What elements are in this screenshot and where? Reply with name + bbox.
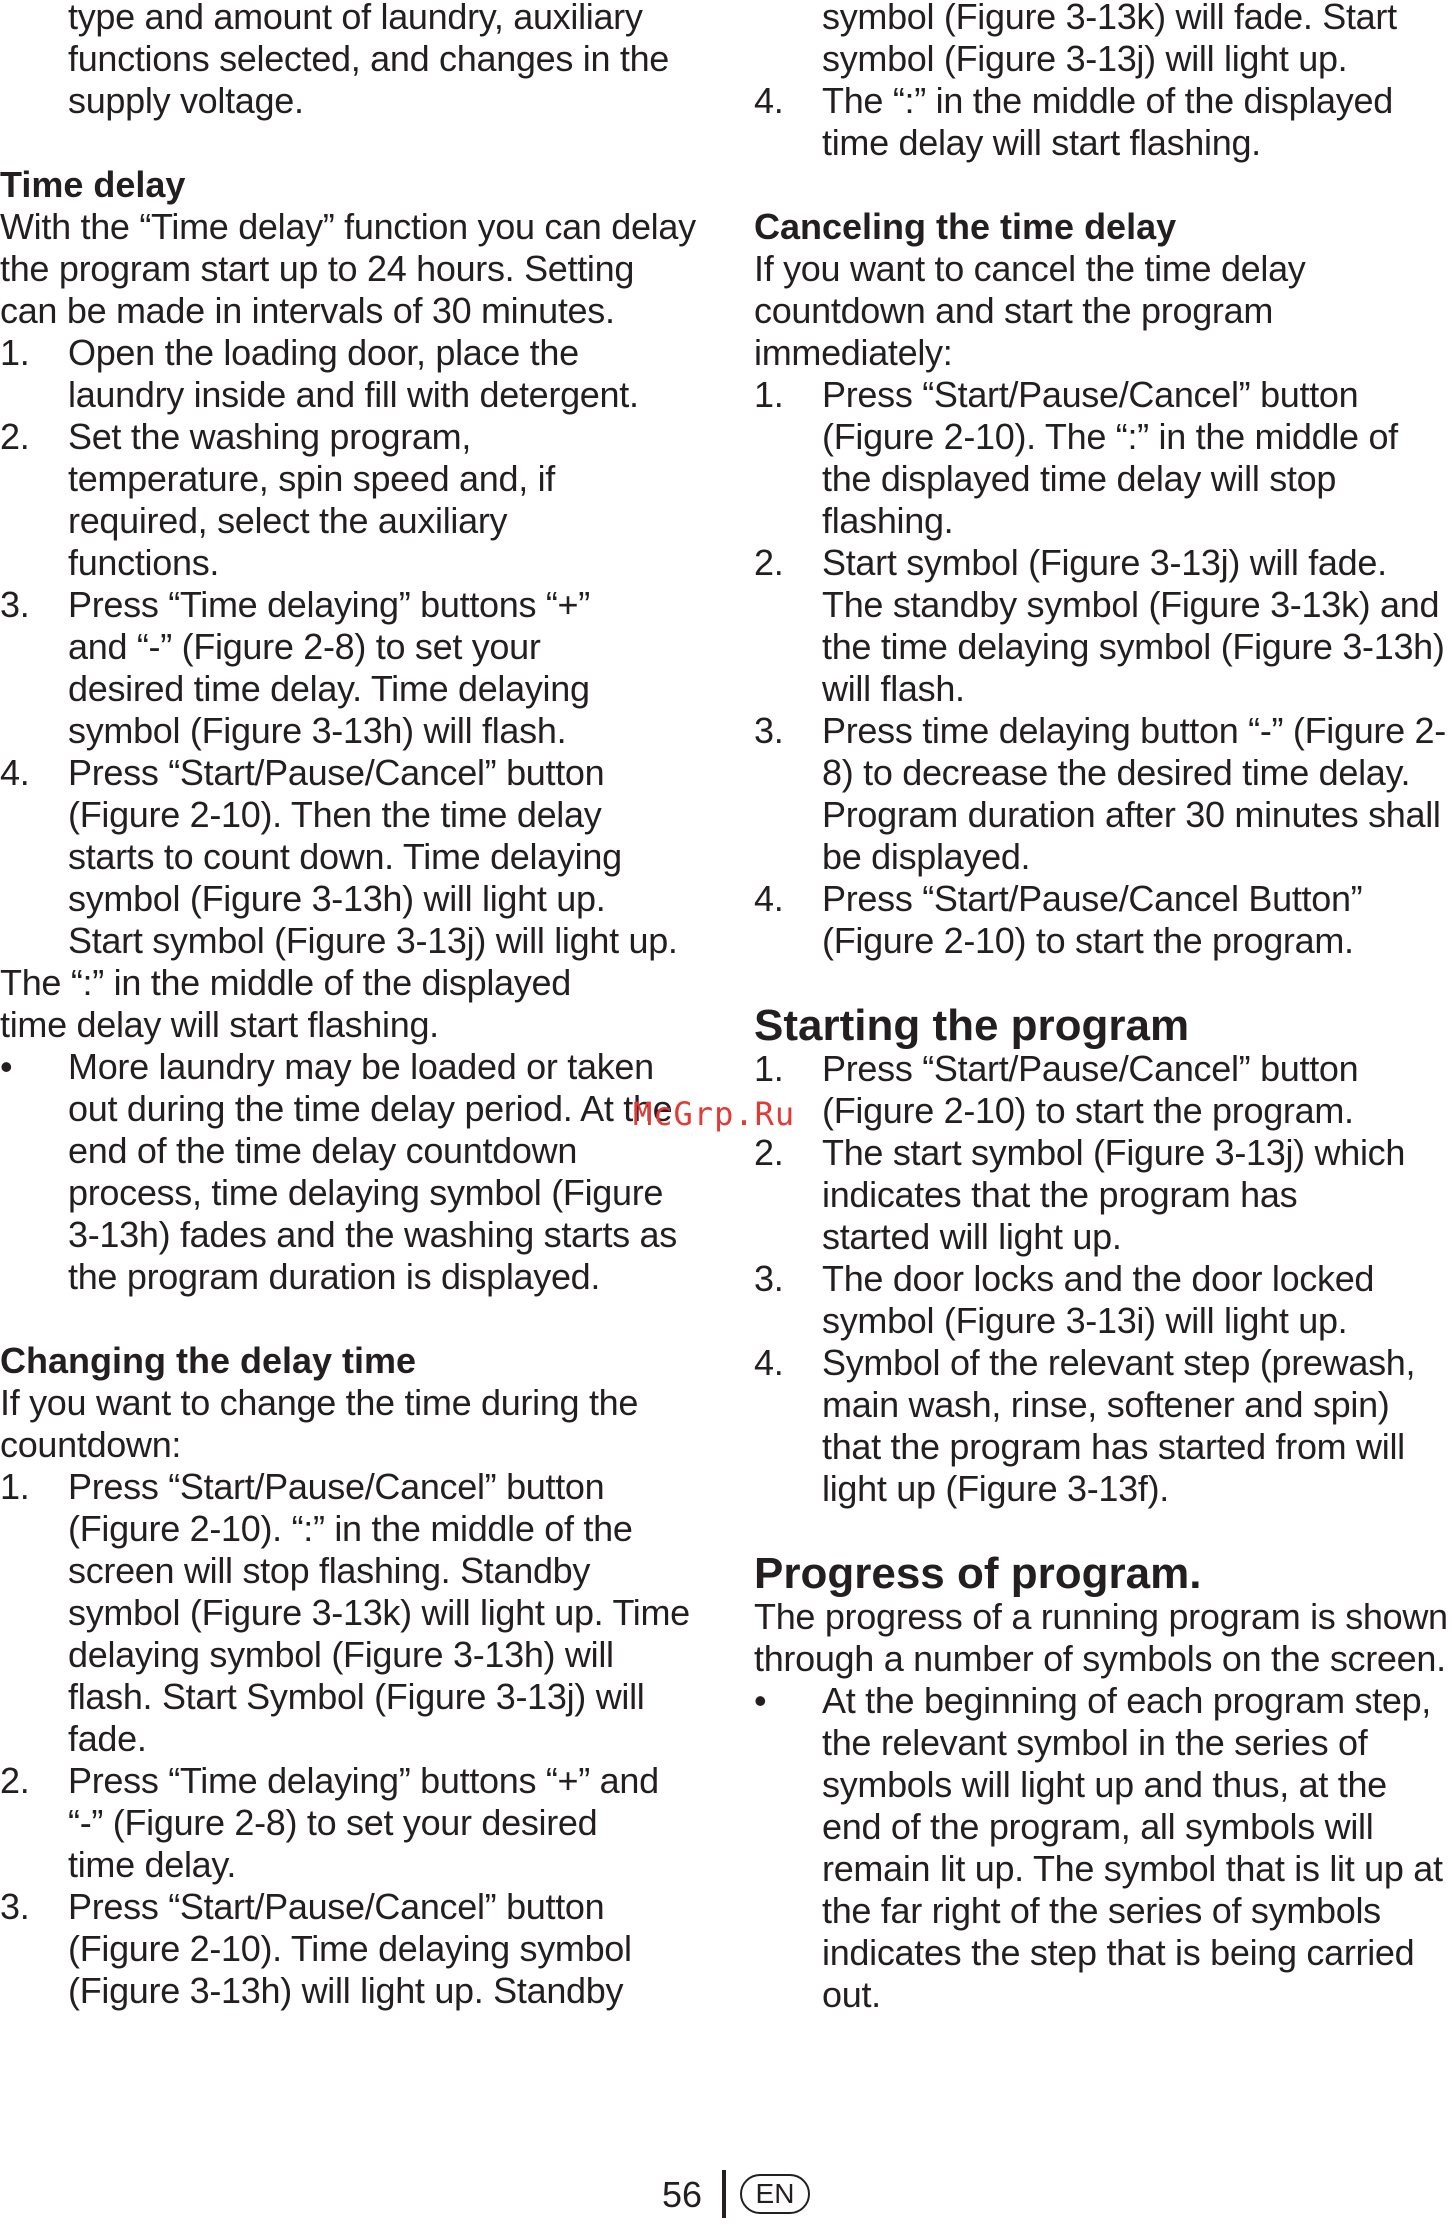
step-number: 2.	[0, 1760, 30, 1801]
step-text: Press time delaying button “-” (Figure 2-8) to decrease the desired time delay. Program duration after 30 minutes shall be displayed.	[822, 710, 1446, 877]
list-item	[754, 1258, 1452, 1342]
step-number: 4.	[754, 878, 784, 919]
bullet-item	[0, 1046, 700, 1298]
bullet-text: More laundry may be loaded or taken out during the time delay period. At the end of the time delay countdown process, time delaying symbol (Figure 3-13h) fades and the washing starts as the program duration is displayed.	[68, 1046, 677, 1297]
step-text: Press “Start/Pause/Cancel” button (Figure 2-10). Then the time delay starts to count down. Time delaying symbol (Figure 3-13h) will light up. Start symbol (Figure 3-13j) will light up.	[68, 752, 678, 961]
list-item	[754, 1132, 1452, 1258]
page-number: 56	[662, 2174, 703, 2215]
bullet-item	[754, 1680, 1452, 2016]
step-number: 3.	[0, 584, 30, 625]
step-text: Press “Start/Pause/Cancel” button (Figure 2-10). The “:” in the middle of the displayed time delay will stop flashing.	[822, 374, 1398, 541]
bullet-marker: •	[0, 1046, 13, 1087]
step-number: 4.	[0, 752, 30, 793]
bullet-text: At the beginning of each program step, the relevant symbol in the series of symbols will light up and thus, at the end of the program, all symbols will remain lit up. The symbol that is lit up at the far right of the series of symbols indicates the step that is being carried out.	[822, 1680, 1443, 2015]
starting-program-steps	[754, 1048, 1452, 1510]
bullet-marker: •	[754, 1680, 767, 1721]
step-text: The “:” in the middle of the displayed time delay will start flashing.	[822, 80, 1393, 163]
list-item	[754, 542, 1452, 710]
list-item	[0, 332, 700, 416]
step-number: 4.	[754, 1342, 784, 1383]
footer-divider	[722, 2170, 726, 2218]
step-number: 1.	[0, 1466, 30, 1507]
step-text: The door locks and the door locked symbol (Figure 3-13i) will light up.	[822, 1258, 1375, 1341]
changing-delay-steps	[0, 1466, 700, 2012]
list-item	[754, 374, 1452, 542]
starting-program-heading: Starting the program	[754, 1001, 1190, 1050]
step-number: 2.	[0, 416, 30, 457]
canceling-delay-steps	[754, 374, 1452, 962]
time-delay-heading: Time delay	[0, 164, 186, 205]
language-badge: EN	[740, 2174, 810, 2214]
step-text: The start symbol (Figure 3-13j) which indicates that the program has started will light up.	[822, 1132, 1406, 1257]
step-text: Press “Start/Pause/Cancel Button” (Figure 2-10) to start the program.	[822, 878, 1363, 961]
step-number: 3.	[0, 1886, 30, 1927]
step-text: Set the washing program, temperature, spin speed and, if required, select the auxiliary functions.	[68, 416, 556, 583]
step-text: Start symbol (Figure 3-13j) will fade. The standby symbol (Figure 3-13k) and the time delaying symbol (Figure 3-13h) will flash.	[822, 542, 1445, 709]
list-item	[754, 0, 1452, 80]
step-number: 4.	[754, 80, 784, 121]
right-column	[754, 0, 1452, 2016]
continued-steps	[754, 0, 1452, 164]
step-number: 2.	[754, 542, 784, 583]
page-footer	[0, 2170, 1452, 2220]
step-number: 3.	[754, 710, 784, 751]
list-item	[0, 416, 700, 584]
list-item	[0, 584, 700, 752]
list-item	[754, 80, 1452, 164]
left-column	[0, 0, 700, 2012]
step-number: 1.	[754, 374, 784, 415]
step-text: Press “Time delaying” buttons “+” and “-” (Figure 2-8) to set your desired time delay.	[68, 1760, 659, 1885]
list-item	[754, 710, 1452, 878]
step-number: 2.	[754, 1132, 784, 1173]
changing-delay-heading: Changing the delay time	[0, 1340, 417, 1381]
intro-paragraph: type and amount of laundry, auxiliary functions selected, and changes in the supply voltage.	[68, 0, 670, 121]
step-text: Press “Start/Pause/Cancel” button (Figure 2-10). “:” in the middle of the screen will stop flashing. Standby symbol (Figure 3-13k) will light up. Time delaying symbol (Figure 3-13h) will flash. Start Symbol (Figure 3-13j) will fade.	[68, 1466, 690, 1759]
step-text: Open the loading door, place the laundry inside and fill with detergent.	[68, 332, 639, 415]
list-item	[0, 752, 700, 962]
step-text: Press “Start/Pause/Cancel” button (Figure 2-10) to start the program.	[822, 1048, 1359, 1131]
list-item	[754, 878, 1452, 962]
step-number: 1.	[0, 332, 30, 373]
time-delay-paragraph: With the “Time delay” function you can delay the program start up to 24 hours. Setting can be made in intervals of 30 minutes.	[0, 206, 696, 331]
canceling-delay-paragraph: If you want to cancel the time delay countdown and start the program immediately:	[754, 248, 1306, 373]
watermark: McGrp.Ru	[633, 1095, 796, 1133]
time-delay-steps	[0, 332, 700, 962]
progress-paragraph: The progress of a running program is shown through a number of symbols on the screen.	[754, 1596, 1448, 1679]
step-number: 1.	[754, 1048, 784, 1089]
after-steps-paragraph: The “:” in the middle of the displayed time delay will start flashing.	[0, 962, 571, 1045]
list-item	[0, 1760, 700, 1886]
step-text: Press “Start/Pause/Cancel” button (Figure 2-10). Time delaying symbol (Figure 3-13h) will light up. Standby	[68, 1886, 632, 2011]
changing-delay-paragraph: If you want to change the time during the countdown:	[0, 1382, 639, 1465]
step-text: Press “Time delaying” buttons “+” and “-” (Figure 2-8) to set your desired time delay. Time delaying symbol (Figure 3-13h) will flash.	[68, 584, 590, 751]
list-item	[754, 1048, 1452, 1132]
canceling-delay-heading: Canceling the time delay	[754, 206, 1177, 247]
step-number: 3.	[754, 1258, 784, 1299]
step-text: Symbol of the relevant step (prewash, main wash, rinse, softener and spin) that the program has started from will light up (Figure 3-13f).	[822, 1342, 1416, 1509]
list-item	[0, 1466, 700, 1760]
progress-heading: Progress of program.	[754, 1549, 1202, 1598]
list-item	[0, 1886, 700, 2012]
list-item	[754, 1342, 1452, 1510]
step-text: symbol (Figure 3-13k) will fade. Start symbol (Figure 3-13j) will light up.	[822, 0, 1397, 79]
